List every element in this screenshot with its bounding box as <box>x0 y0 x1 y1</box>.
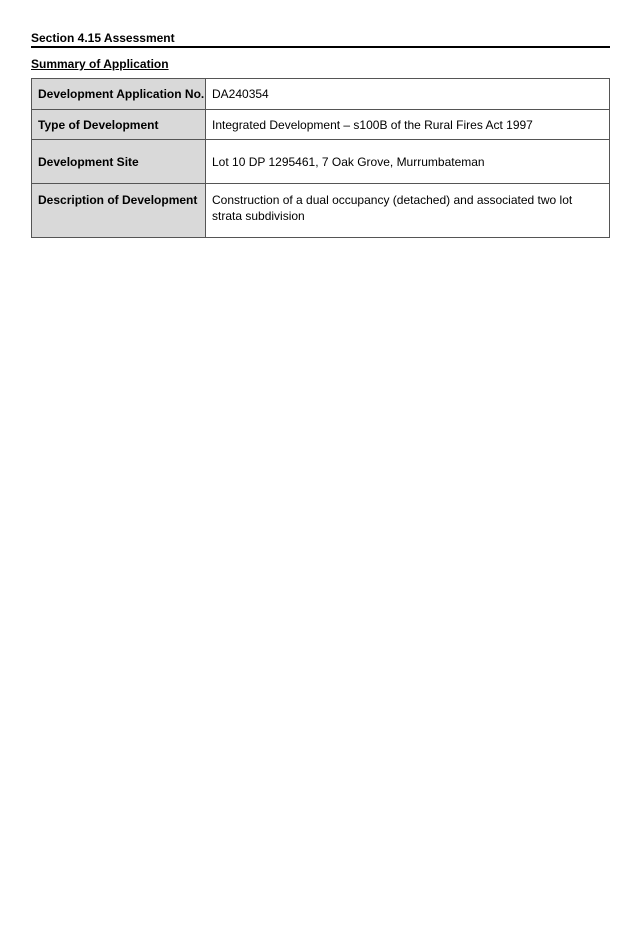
development-site-label: Development Site <box>32 140 206 184</box>
development-description-value: Construction of a dual occupancy (detached) and associated two lot strata subdivision <box>206 184 610 238</box>
summary-table <box>31 78 610 238</box>
table-row <box>32 110 610 140</box>
development-type-value: Integrated Development – s100B of the Rural Fires Act 1997 <box>206 110 610 140</box>
summary-heading: Summary of Application <box>31 57 169 71</box>
section-title: Section 4.15 Assessment <box>31 31 175 45</box>
table-row <box>32 79 610 110</box>
development-type-label: Type of Development <box>32 110 206 140</box>
application-number-value: DA240354 <box>206 79 610 110</box>
application-number-label: Development Application No. <box>32 79 206 110</box>
section-divider <box>31 46 610 48</box>
table-row <box>32 140 610 184</box>
table-row <box>32 184 610 238</box>
development-site-value: Lot 10 DP 1295461, 7 Oak Grove, Murrumbateman <box>206 140 610 184</box>
development-description-label: Description of Development <box>32 184 206 238</box>
